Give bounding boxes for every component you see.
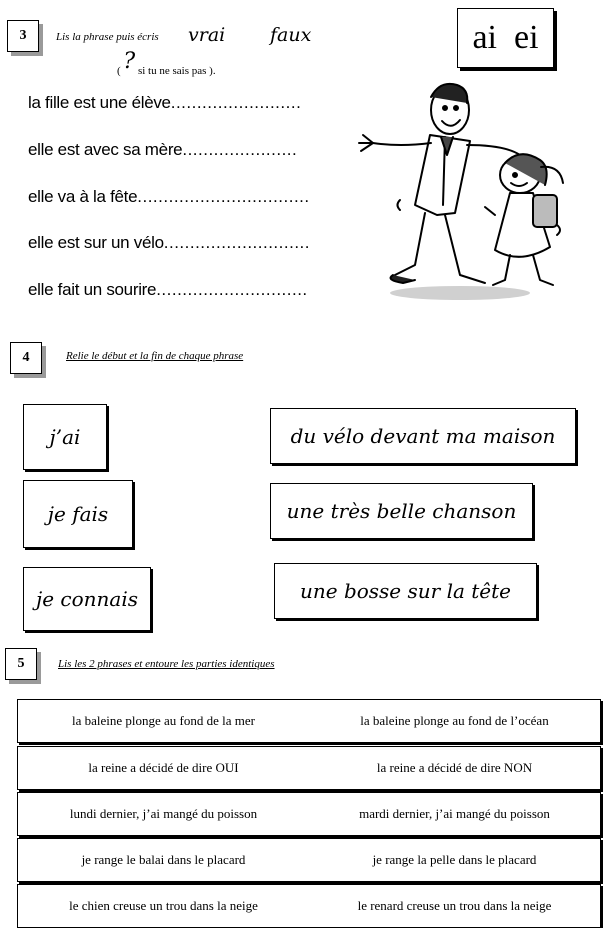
- sentence-text: elle fait un sourire: [28, 280, 157, 299]
- end-box-2[interactable]: une très belle chanson: [270, 483, 533, 539]
- sentence-pair-row: [17, 746, 601, 790]
- sentence-1: [28, 93, 301, 113]
- exercise-3-instruction: [56, 31, 159, 43]
- paren-open: (: [117, 65, 121, 77]
- exercise-5-number: 5: [5, 648, 37, 680]
- sentence-pair-row: [17, 699, 601, 743]
- sentence-right[interactable]: mardi dernier, j’ai mangé du poisson: [359, 806, 550, 821]
- father-and-daughter-walking-illustration: [345, 75, 580, 305]
- sentence-left[interactable]: lundi dernier, j’ai mangé du poisson: [69, 806, 258, 821]
- sentence-4: [28, 233, 310, 253]
- exercise-4-instruction: Relie le début et la fin de chaque phrase: [66, 350, 244, 362]
- question-mark: ?: [123, 49, 136, 74]
- answer-blank[interactable]: .........................: [170, 93, 302, 112]
- word-faux: faux: [270, 24, 312, 46]
- end-box-1[interactable]: du vélo devant ma maison: [270, 408, 576, 464]
- exercise-4-number: 4: [10, 342, 42, 374]
- sentence-5: [28, 280, 308, 300]
- instruction-text: Lis la phrase puis écris: [56, 31, 159, 43]
- sentence-left[interactable]: la reine a décidé de dire OUI: [88, 760, 239, 775]
- start-box-3[interactable]: je connais: [23, 567, 151, 631]
- unknown-hint: [117, 49, 216, 80]
- sentence-right[interactable]: le renard creuse un trou dans la neige: [357, 898, 552, 913]
- exercise-3-number: 3: [7, 20, 39, 52]
- sentence-text: elle est avec sa mère: [28, 140, 183, 159]
- sentence-pair-row: [17, 884, 601, 928]
- sentence-right[interactable]: la baleine plonge au fond de l’océan: [360, 713, 549, 728]
- answer-blank[interactable]: ............................: [163, 233, 310, 252]
- word-vrai: vrai: [188, 24, 226, 46]
- sentence-2: [28, 140, 297, 160]
- title-box: ai ei: [457, 8, 554, 68]
- sentence-right[interactable]: la reine a décidé de dire NON: [376, 760, 533, 775]
- hint-text: si tu ne sais pas ).: [137, 65, 216, 77]
- sentence-left[interactable]: la baleine plonge au fond de la mer: [71, 713, 255, 728]
- start-box-2[interactable]: je fais: [23, 480, 133, 548]
- end-box-3[interactable]: une bosse sur la tête: [274, 563, 537, 619]
- sentence-left[interactable]: le chien creuse un trou dans la neige: [69, 898, 258, 913]
- answer-blank[interactable]: ......................: [182, 140, 298, 159]
- sentence-text: elle est sur un vélo: [28, 233, 164, 252]
- sentence-3: [28, 187, 310, 207]
- sentence-right[interactable]: je range la pelle dans le placard: [372, 852, 537, 867]
- sentence-text: elle va à la fête: [28, 187, 138, 206]
- answer-blank[interactable]: .............................: [156, 280, 308, 299]
- sentence-left[interactable]: je range le balai dans le placard: [81, 852, 246, 867]
- sentence-pair-row: [17, 792, 601, 836]
- sentence-text: la fille est une élève: [28, 93, 171, 112]
- exercise-5-instruction: Lis les 2 phrases et entoure les parties identiques: [58, 658, 275, 670]
- answer-blank[interactable]: .................................: [137, 187, 310, 206]
- start-box-1[interactable]: j’ai: [23, 404, 107, 470]
- sentence-pair-row: [17, 838, 601, 882]
